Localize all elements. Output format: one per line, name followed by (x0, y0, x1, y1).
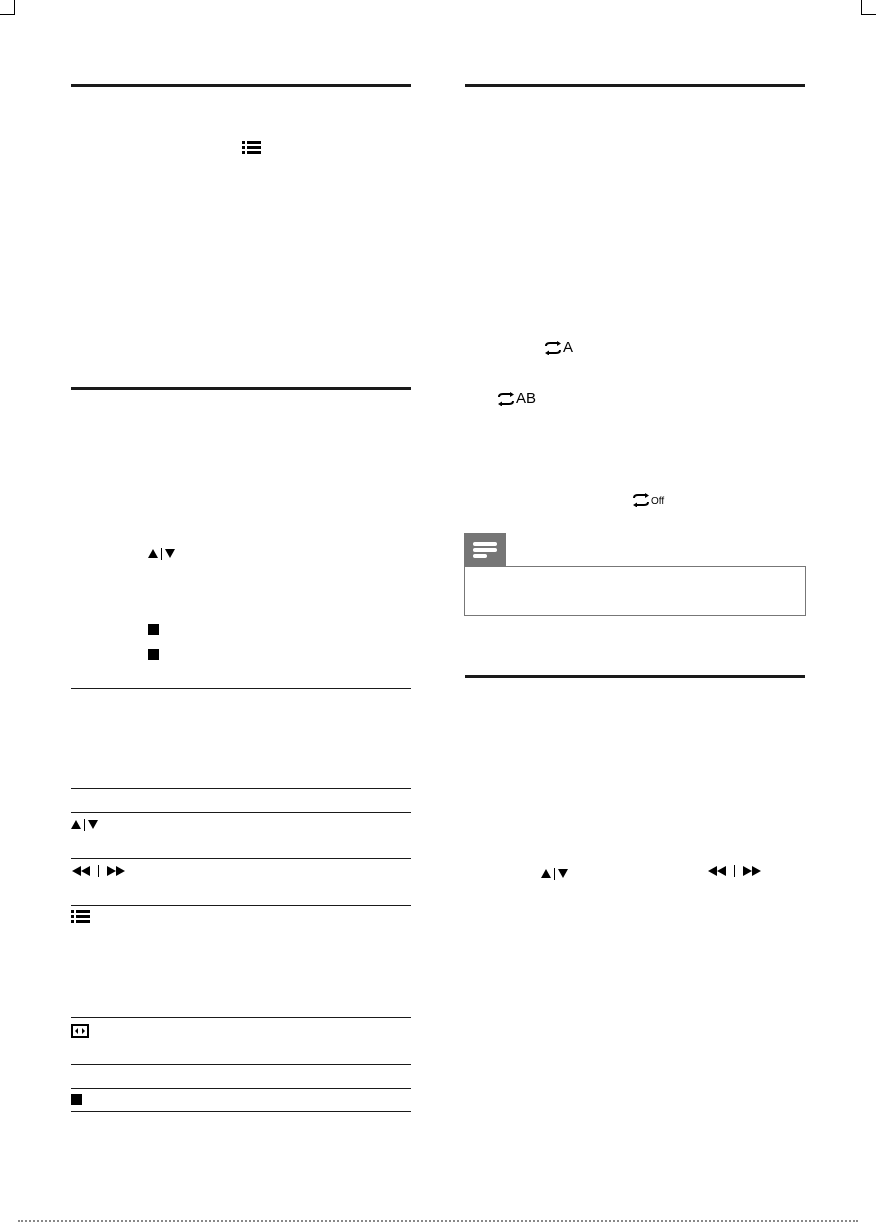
repeat-off-icon (631, 491, 664, 509)
bottom-crop-line (18, 1220, 858, 1222)
section-rule (71, 387, 411, 390)
stop-icon (71, 1094, 82, 1105)
repeat-ab-label: AB (516, 390, 537, 407)
section-rule (465, 675, 805, 678)
stop-icon (148, 649, 159, 660)
list-icon (242, 141, 262, 155)
table-rule (71, 812, 411, 813)
list-icon (71, 910, 91, 924)
up-down-arrows-icon (148, 545, 175, 563)
rewind-fastforward-icon (71, 864, 131, 878)
table-rule (71, 1064, 411, 1065)
rewind-fastforward-icon (707, 864, 767, 878)
up-down-arrows-icon (71, 816, 98, 834)
crop-mark (861, 0, 862, 15)
table-rule (71, 858, 411, 859)
up-down-arrows-icon (541, 865, 568, 883)
stop-icon (148, 624, 159, 635)
crop-mark (14, 0, 15, 15)
note-box (464, 566, 806, 616)
section-rule (465, 84, 805, 87)
note-icon (464, 533, 506, 566)
aspect-ratio-icon (71, 1024, 89, 1038)
repeat-off-label: Off (651, 496, 665, 507)
table-rule (71, 788, 411, 789)
crop-mark (0, 14, 15, 15)
repeat-a-label: A (563, 339, 574, 356)
crop-mark (861, 14, 876, 15)
repeat-a-icon (543, 339, 573, 357)
table-rule (71, 905, 411, 906)
repeat-ab-icon (496, 390, 536, 408)
table-rule (71, 1017, 411, 1018)
table-rule (71, 1111, 411, 1112)
section-rule (71, 84, 411, 87)
table-rule (71, 1088, 411, 1089)
table-rule (71, 688, 411, 689)
